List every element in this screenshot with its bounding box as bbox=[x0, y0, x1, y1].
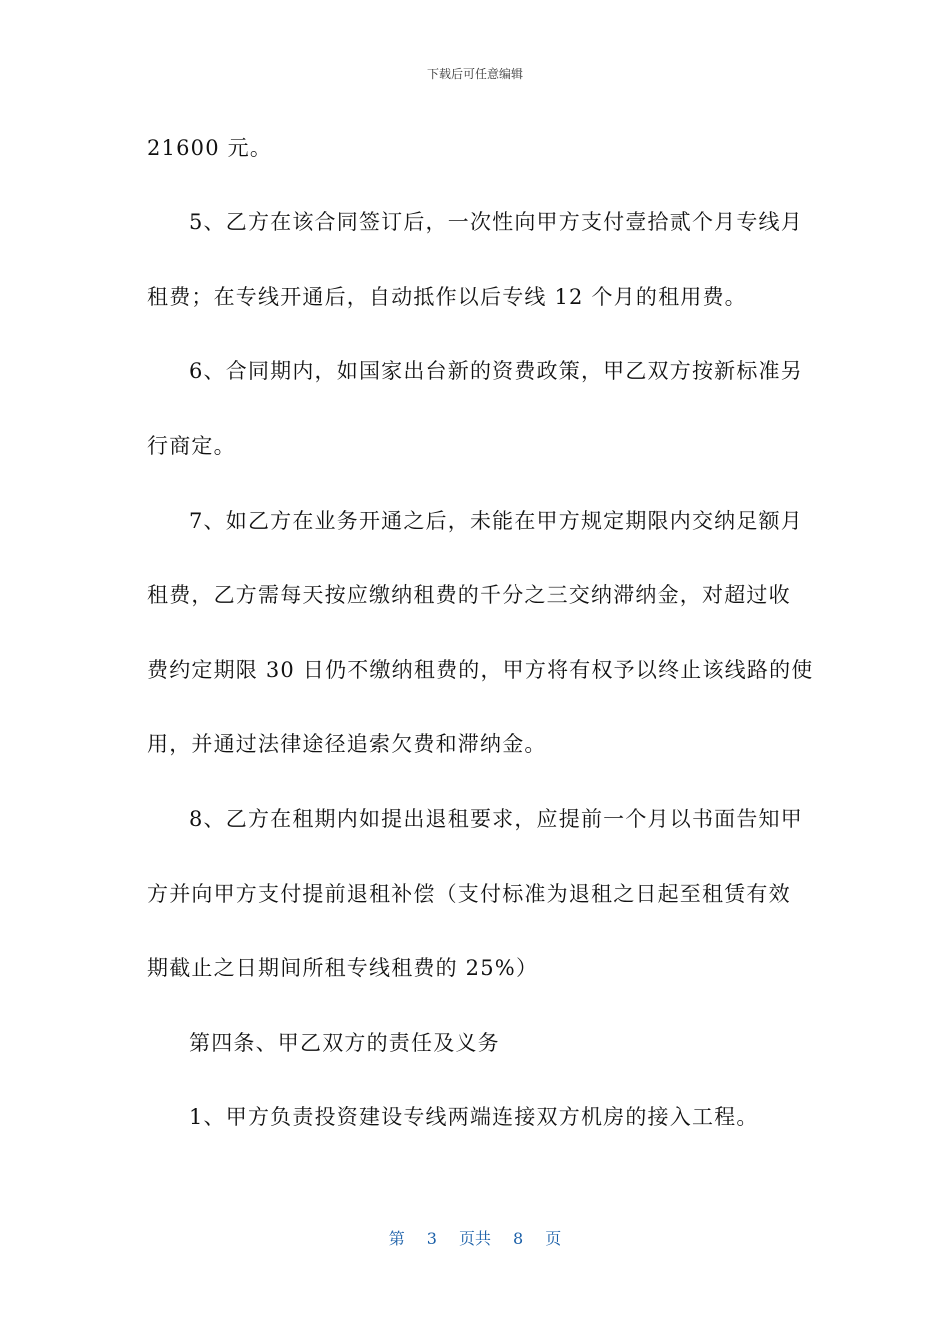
page-number: 3 bbox=[426, 1229, 437, 1248]
text-line-3: 租费；在专线开通后，自动抵作以后专线 12 个月的租用费。 bbox=[147, 285, 747, 309]
section-heading: 第四条、甲乙双方的责任及义务 bbox=[189, 1031, 500, 1055]
text-line-14: 1、甲方负责投资建设专线两端连接双方机房的接入工程。 bbox=[189, 1105, 759, 1129]
page-suffix: 页 bbox=[545, 1229, 562, 1248]
page-footer bbox=[0, 1228, 950, 1250]
text-line-5: 行商定。 bbox=[147, 434, 236, 458]
page-mid: 页共 bbox=[458, 1229, 491, 1248]
page-prefix: 第 bbox=[388, 1229, 405, 1248]
text-line-6: 7、如乙方在业务开通之后，未能在甲方规定期限内交纳足额月 bbox=[189, 509, 803, 533]
text-line-1: 21600 元。 bbox=[147, 136, 273, 160]
text-line-7: 租费，乙方需每天按应缴纳租费的千分之三交纳滞纳金，对超过收 bbox=[147, 583, 791, 607]
text-line-10: 8、乙方在租期内如提出退租要求，应提前一个月以书面告知甲 bbox=[189, 807, 803, 831]
text-line-12: 期截止之日期间所租专线租费的 25%） bbox=[147, 956, 539, 980]
page-total: 8 bbox=[513, 1229, 524, 1248]
page-header-note: 下载后可任意编辑 bbox=[426, 67, 523, 81]
text-line-9: 用，并通过法律途径追索欠费和滞纳金。 bbox=[147, 732, 547, 756]
text-line-2: 5、乙方在该合同签订后，一次性向甲方支付壹拾贰个月专线月 bbox=[189, 210, 803, 234]
text-line-8: 费约定期限 30 日仍不缴纳租费的，甲方将有权予以终止该线路的使 bbox=[147, 658, 814, 682]
text-line-11: 方并向甲方支付提前退租补偿（支付标准为退租之日起至租赁有效 bbox=[147, 882, 791, 906]
text-line-4: 6、合同期内，如国家出台新的资费政策，甲乙双方按新标准另 bbox=[189, 359, 803, 383]
